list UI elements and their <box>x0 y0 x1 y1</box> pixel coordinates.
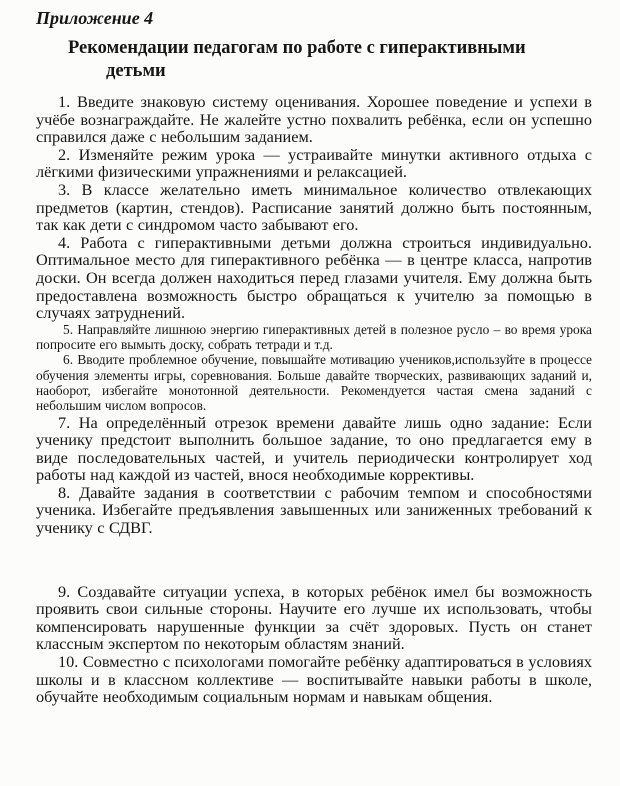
page-title <box>68 37 592 82</box>
paragraph-3: 3. В классе желательно иметь минимальное количество отвлекающих предметов (картин, стендов). Расписание занятий должно быть постоянным, так как дети с синдромом часто забывают его. <box>36 179 592 235</box>
paragraph-4: 4. Работа с гиперактивными детьми должна строиться индивидуально. Оптимальное место для гиперактивного ребёнка — в центре класса, напротив доски. Он всегда должен находиться перед глазами учителя. Ему должна быть предоставлена возможность быстро обращаться к учителю за помощью в случаях затруднений. <box>36 232 592 323</box>
paragraph-9: 9. Создавайте ситуации успеха, в которых ребёнок имел бы возможность проявить свои сильные стороны. Научите его лучше их использовать, чтобы компенсировать нарушенные функции за счёт здоровых. Пусть он станет классным экспертом по некоторым областям знаний. <box>36 581 592 654</box>
paragraph-7: 7. На определённый отрезок времени давайте лишь одно задание: Если ученику предстоит выполнить большое задание, то оно предлагается ему в виде последовательных частей, и учитель периодически контролирует ход работы над каждой из частей, внося необходимые коррективы. <box>36 412 592 485</box>
paragraph-2: 2. Изменяйте режим урока — устраивайте минутки активного отдыха с лёгкими физическими упражнениями и релаксацией. <box>36 144 592 182</box>
paragraph-1: 1. Введите знаковую систему оценивания. Хорошее поведение и успехи в учёбе вознаграждайте. Не жалейте устно похвалить ребёнка, если он успешно справился даже с небольшим заданием. <box>36 92 592 147</box>
paragraph-6: 6. Вводите проблемное обучение, повышайте мотивацию учеников,используйте в процессе обучения элементы игры, соревнования. Больше давайте творческих, развивающих заданий и, наоборот, избегайте монотонной деятельности. Рекомендуется частая смена заданий с небольшим числом вопросов. <box>36 352 592 414</box>
page-title-line1: Рекомендации педагогам по работе с гиперактивными <box>68 38 526 58</box>
paragraph-5: 5. Направляйте лишнюю энергию гиперактивных детей в полезное русло – во время урока попросите его вымыть доску, собрать тетради и т.д. <box>36 321 592 353</box>
page-title-line2: детьми <box>106 60 166 81</box>
page-break-gap <box>36 537 592 583</box>
paragraph-10: 10. Совместно с психологами помогайте ребёнку адаптироваться в условиях школы и в классном коллективе — воспитывайте навыки работы в школе, обучайте необходимым социальным нормам и навыкам общения. <box>36 652 592 707</box>
appendix-label: Приложение 4 <box>36 8 154 28</box>
paragraph-8: 8. Давайте задания в соответствии с рабочим темпом и способностями ученика. Избегайте предъявления завышенных или заниженных требований к ученику с СДВГ. <box>36 482 592 538</box>
